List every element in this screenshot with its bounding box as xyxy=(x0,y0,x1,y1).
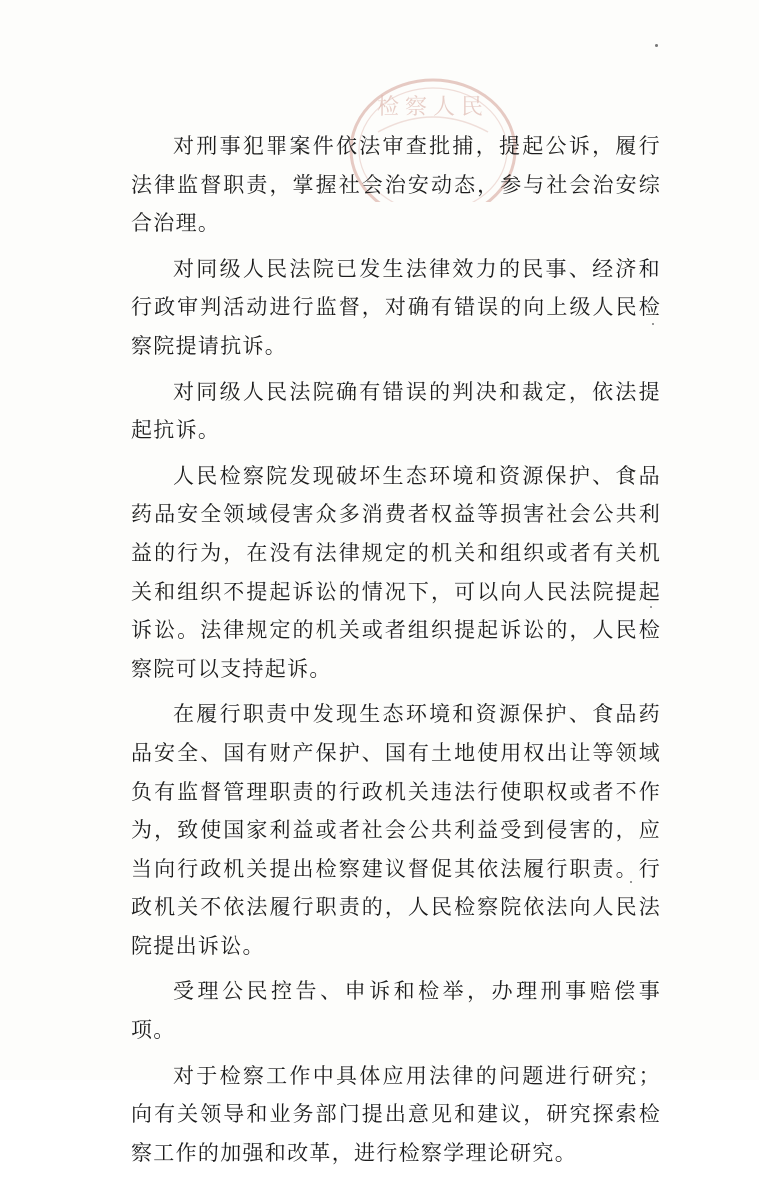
svg-text:检察人民: 检察人民 xyxy=(376,95,490,120)
paragraph-6: 受理公民控告、申诉和检举，办理刑事赔偿事项。 xyxy=(131,979,661,1043)
paragraph-2: 对同级人民法院已发生法律效力的民事、经济和行政审判活动进行监督，对确有错误的向上级人民检察院提请抗诉。 xyxy=(131,256,661,358)
scan-speck xyxy=(655,44,658,47)
paragraph-3: 对同级人民法院确有错误的判决和裁定，依法提起抗诉。 xyxy=(131,379,661,443)
paragraph-4: 人民检察院发现破坏生态环境和资源保护、食品药品安全领域侵害众多消费者权益等损害社会公共利益的行为，在没有法律规定的机关和组织或者有关机关和组织不提起诉讼的情况下，可以向人民法院提起诉讼。法律规定的机关或者组织提起诉讼的，人民检察院可以支持起诉。 xyxy=(131,463,661,681)
paragraph-7: 对于检察工作中具体应用法律的问题进行研究；向有关领导和业务部门提出意见和建议，研究探索检察工作的加强和改革，进行检察学理论研究。 xyxy=(131,1063,661,1165)
paragraph-5: 在履行职责中发现生态环境和资源保护、食品药品安全、国有财产保护、国有土地使用权出让等领域负有监督管理职责的行政机关违法行使职权或者不作为，致使国家利益或者社会公共利益受到侵害的，应当向行政机关提出检察建议督促其依法履行职责。行政机关不依法履行职责的，人民检察院依法向人民法院提出诉讼。 xyxy=(131,702,661,958)
paragraph-1: 对刑事犯罪案件依法审查批捕，提起公诉，履行法律监督职责，掌握社会治安动态，参与社会治安综合治理。 xyxy=(131,134,661,236)
document-body xyxy=(131,127,661,1179)
